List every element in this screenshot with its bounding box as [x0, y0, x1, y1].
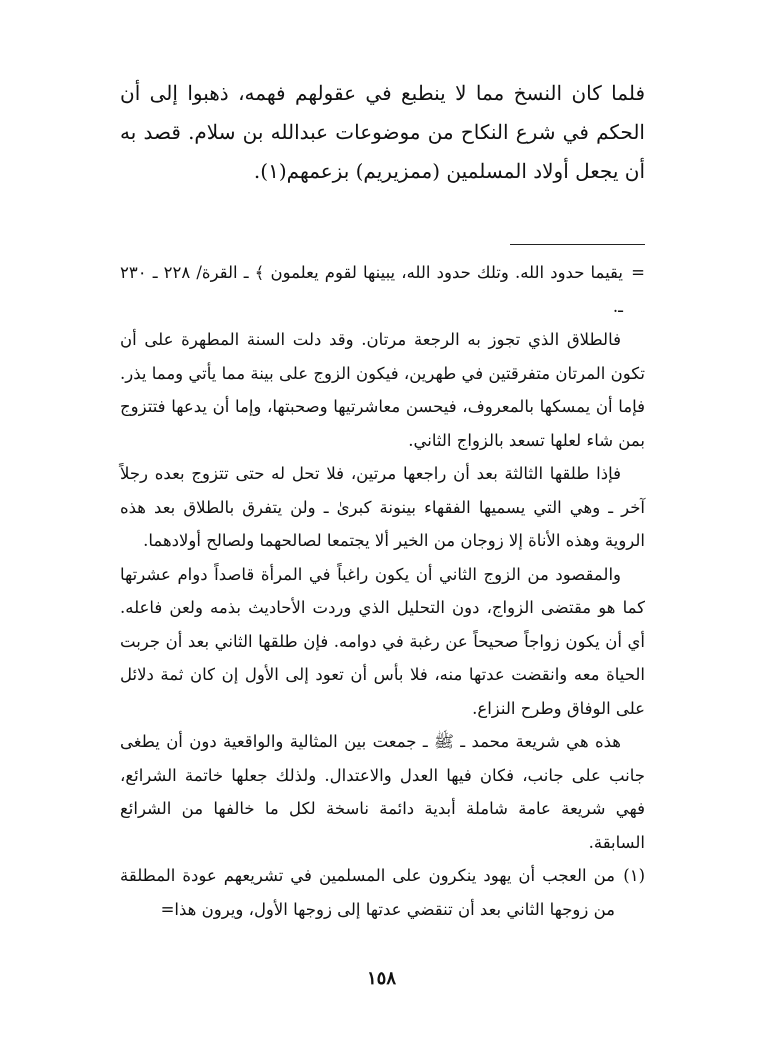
footnotes-block	[120, 256, 645, 926]
footnote-separator	[510, 244, 645, 245]
footnote-1	[120, 859, 645, 926]
main-paragraph: فلما كان النسخ مما لا ينطبع في عقولهم فهمه، ذهبوا إلى أن الحكم في شرع النكاح من موضوعات عبدالله بن سلام. قصد به أن يجعل أولاد المسلمين (ممزيريم) بزعمهم(١).	[120, 81, 645, 183]
footnote-paragraph: هذه هي شريعة محمد ـ ﷺ ـ جمعت بين المثالية والواقعية دون أن يطغى جانب على جانب، فكان فيها العدل والاعتدال. ولذلك جعلها خاتمة الشرائع، فهي شريعة عامة شاملة أبدية دائمة ناسخة لكل ما خالفها من الشرائع السابقة.	[120, 732, 645, 852]
footnote-paragraph: فإذا طلقها الثالثة بعد أن راجعها مرتين، فلا تحل له حتى تتزوج بعده رجلاً آخر ـ وهي التي يسميها الفقهاء بينونة كبرىٰ ـ ولن يتفرق بالطلاق بعد هذه الروية وهذه الأناة إلا زوجان من الخير ألا يجتمعا لصالحهما ولصالح أولادهما.	[120, 464, 645, 550]
footnote-paragraph: والمقصود من الزوج الثاني أن يكون راغباً في المرأة قاصداً دوام عشرتها كما هو مقتضى الزواج، دون التحليل الذي وردت الأحاديث بذمه ولعن فاعله. أي أن يكون زواجاً صحيحاً عن رغبة في دوامه. فإن طلقها الثاني بعد أن جربت الحياة معه وانقضت عدتها منه، فلا بأس أن تعود إلى الأول إن كان ثمة دلائل على الوفاق وطرح النزاع.	[120, 564, 645, 718]
main-text-block	[120, 74, 645, 191]
continuation-text: يقيما حدود الله. وتلك حدود الله، يبينها لقوم يعلمون ﴾ ـ القرة/ ٢٢٨ ـ ٢٣٠ ـ.	[120, 263, 623, 316]
footnote-continuation	[120, 256, 645, 323]
footnote-number: (١)	[623, 866, 645, 885]
footnote-1-text: من العجب أن يهود ينكرون على المسلمين في تشريعهم عودة المطلقة من زوجها الثاني بعد أن تنقضي عدتها إلى زوجها الأول، ويرون هذا=	[120, 866, 615, 919]
page-number: ١٥٨	[366, 968, 396, 989]
footnote-paragraph: فالطلاق الذي تجوز به الرجعة مرتان. وقد دلت السنة المطهرة على أن تكون المرتان متفرقتين في طهرين، فيكون الزوج على بينة مما يأتي ومما يذر. فإما أن يمسكها بالمعروف، فيحسن معاشرتيها وصحبتها، وإما أن يدعها فتتزوج بمن شاء لعلها تسعد بالزواج الثاني.	[120, 330, 645, 450]
continuation-mark: =	[631, 263, 645, 282]
